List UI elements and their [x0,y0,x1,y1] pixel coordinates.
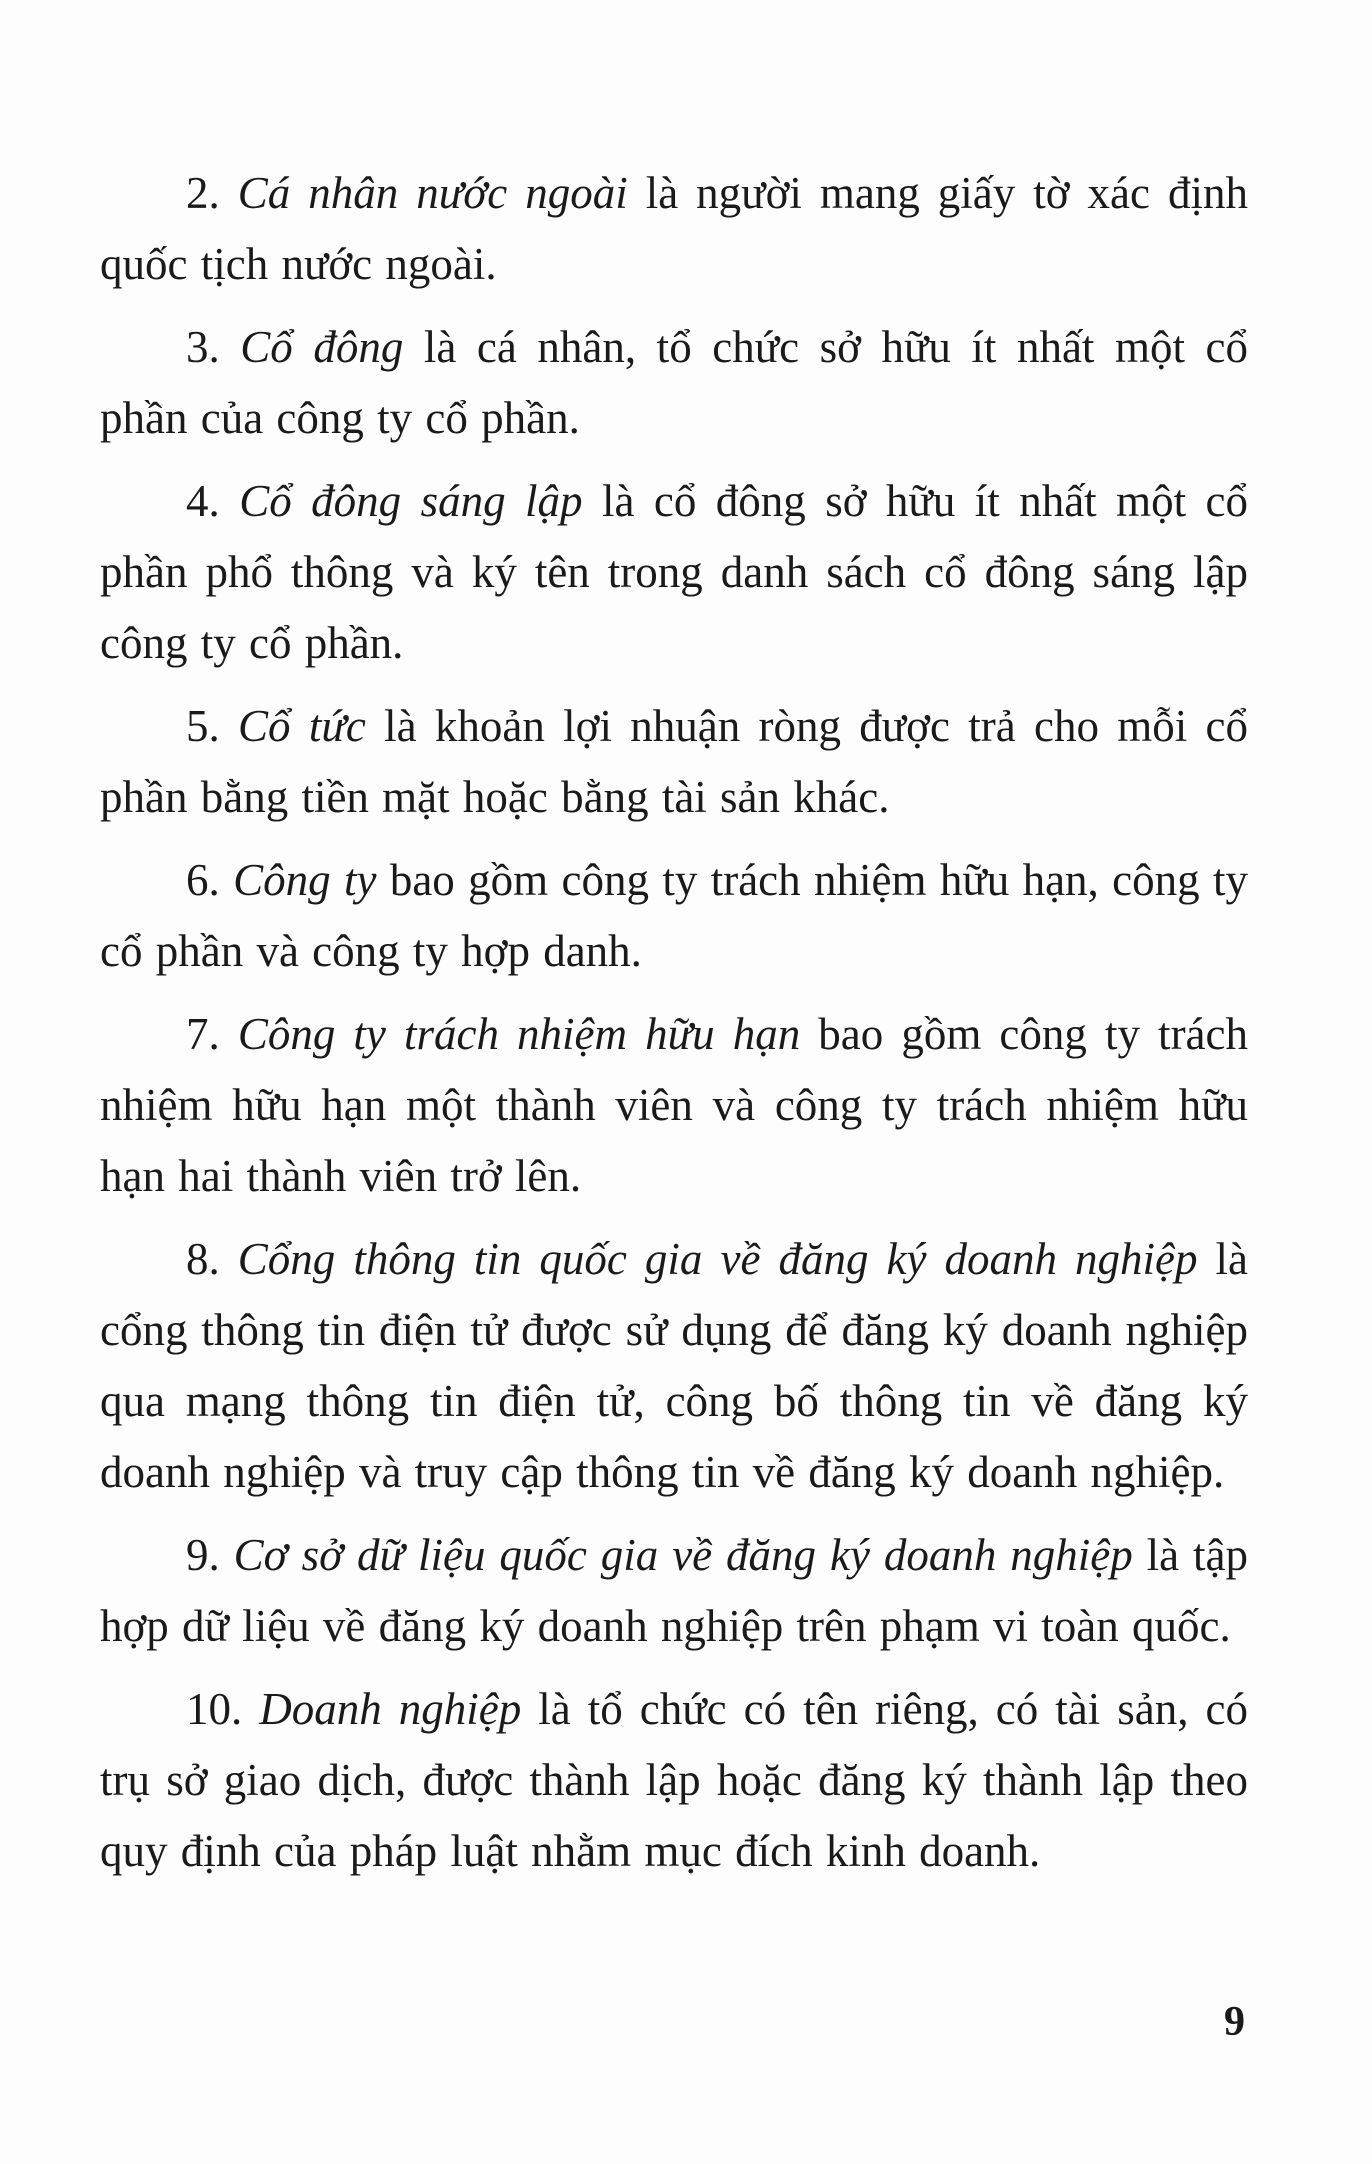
definition-item [100,1674,1248,1887]
item-number: 4. [186,476,240,526]
defined-term: Doanh nghiệp [259,1684,522,1734]
definition-item [100,691,1248,833]
definition-text: bao gồm công ty trách nhiệm hữu hạn, công ty cổ phần và công ty hợp danh. [100,855,1249,976]
item-number: 10. [186,1684,260,1734]
definition-text: là tổ chức có tên riêng, có tài sản, có trụ sở giao dịch, được thành lập hoặc đăng ký thành lập theo quy định của pháp luật nhằm mục đích kinh doanh. [100,1684,1248,1876]
definition-item [100,312,1248,454]
definition-text: là cổ đông sở hữu ít nhất một cổ phần phổ thông và ký tên trong danh sách cổ đông sáng lập công ty cổ phần. [100,476,1249,668]
definition-item [100,1224,1248,1508]
defined-term: Cơ sở dữ liệu quốc gia về đăng ký doanh nghiệp [233,1530,1133,1580]
definition-item [100,1520,1248,1662]
page-number: 9 [1224,1999,1246,2045]
definition-text: là cổng thông tin điện tử được sử dụng để đăng ký doanh nghiệp qua mạng thông tin điện tử, công bố thông tin về đăng ký doanh nghiệp và truy cập thông tin về đăng ký doanh nghiệp. [100,1234,1248,1497]
item-number: 3. [186,322,241,372]
item-number: 5. [186,701,239,751]
definitions-list [100,158,1248,1899]
definition-item [100,158,1248,300]
definition-text: bao gồm công ty trách nhiệm hữu hạn một thành viên và công ty trách nhiệm hữu hạn hai thành viên trở lên. [100,1009,1248,1201]
defined-term: Cổ đông sáng lập [239,476,583,526]
item-number: 9. [186,1530,234,1580]
definition-text: là cá nhân, tổ chức sở hữu ít nhất một cổ phần của công ty cổ phần. [100,322,1249,443]
definition-text: là khoản lợi nhuận ròng được trả cho mỗi cổ phần bằng tiền mặt hoặc bằng tài sản khác. [100,701,1249,822]
item-number: 7. [186,1009,238,1059]
defined-term: Cổ tức [238,701,366,751]
definition-text: là tập hợp dữ liệu về đăng ký doanh nghiệp trên phạm vi toàn quốc. [100,1530,1248,1651]
defined-term: Công ty trách nhiệm hữu hạn [237,1009,801,1059]
defined-term: Cá nhân nước ngoài [237,168,628,218]
defined-term: Cổng thông tin quốc gia về đăng ký doanh nghiệp [237,1234,1198,1284]
definition-text: là người mang giấy tờ xác định quốc tịch nước ngoài. [100,168,1248,289]
definition-item [100,466,1248,679]
definition-item [100,845,1248,987]
defined-term: Cổ đông [240,322,404,372]
item-number: 8. [186,1234,238,1284]
item-number: 6. [186,855,234,905]
item-number: 2. [186,168,238,218]
defined-term: Công ty [233,855,377,905]
definition-item [100,999,1248,1212]
